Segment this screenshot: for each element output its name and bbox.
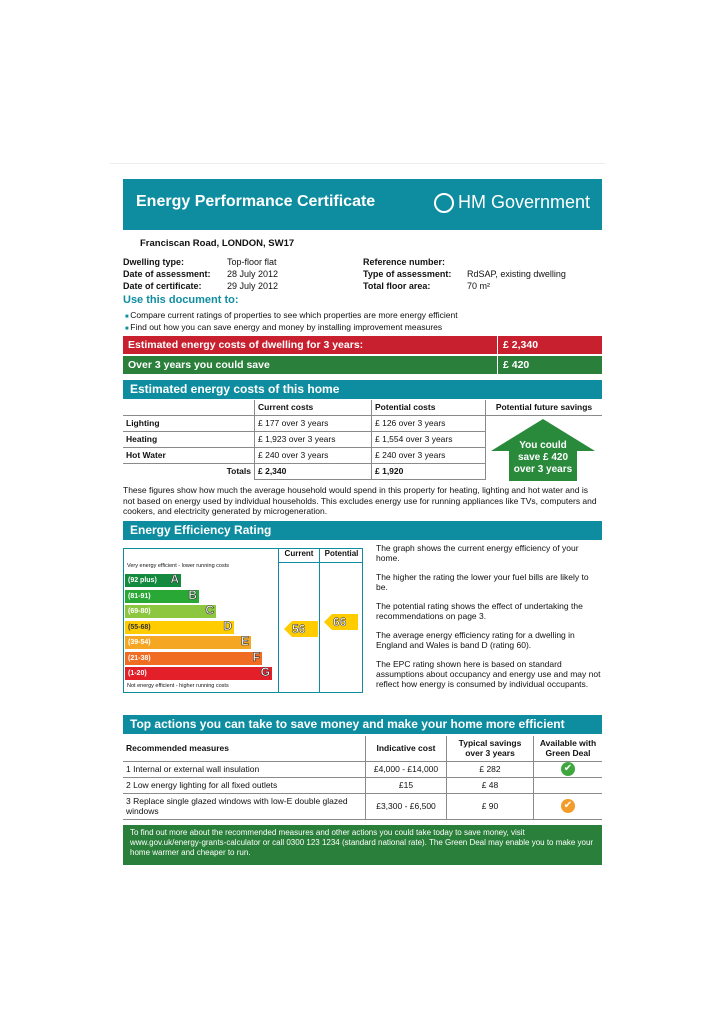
efficiency-note: The EPC rating shown here is based on standard assumptions about occupancy and energy use and may not reflect how energy is consumed by individual occupants. xyxy=(376,659,601,689)
action-saving: £ 90 xyxy=(447,793,534,819)
certificate-date-label: Date of certificate: xyxy=(123,281,202,291)
assessment-date-value: 28 July 2012 xyxy=(227,269,279,279)
property-address: Franciscan Road, LONDON, SW17 xyxy=(140,238,295,249)
costs-section-title: Estimated energy costs of this home xyxy=(123,380,602,399)
costs-table xyxy=(123,400,486,480)
savings-arrow-line2: save £ 420 xyxy=(517,452,569,463)
certificate-title: Energy Performance Certificate xyxy=(136,193,376,210)
actions-header-deal: Available with Green Deal xyxy=(534,736,603,761)
rating-band-g xyxy=(125,667,272,680)
costs-totals-current: £ 2,340 xyxy=(255,463,372,479)
floor-area-label: Total floor area: xyxy=(363,281,431,291)
rating-band-range: (21-38) xyxy=(128,654,151,662)
efficiency-bottom-note: Not energy efficient - higher running costs xyxy=(127,683,229,689)
efficiency-top-note: Very energy efficient - lower running costs xyxy=(127,563,230,569)
rating-band-letter: A xyxy=(170,572,179,586)
actions-section-title: Top actions you can take to save money and make your home more efficient xyxy=(123,715,602,734)
rating-band-letter: B xyxy=(188,587,197,602)
rating-band-c xyxy=(125,605,216,618)
certificate-header xyxy=(123,179,602,230)
current-rating-value: 56 xyxy=(292,622,306,636)
action-cost: £15 xyxy=(366,777,447,793)
savings-arrow-line1: You could xyxy=(519,440,567,451)
costs-row-potential: £ 126 over 3 years xyxy=(372,415,486,431)
action-measure: 3 Replace single glazed windows with low-E double glazed windows xyxy=(123,793,366,819)
rating-band-letter: C xyxy=(205,603,214,617)
crest-icon xyxy=(434,193,454,213)
details-right xyxy=(363,256,566,292)
rating-band-letter: D xyxy=(223,618,232,633)
costs-header-blank xyxy=(123,400,255,415)
use-document-list xyxy=(125,310,458,334)
certificate-date-value: 29 July 2012 xyxy=(227,281,279,291)
assessment-type-label: Type of assessment: xyxy=(363,269,452,279)
details-left xyxy=(123,256,278,292)
efficiency-note: The potential rating shows the effect of undertaking the recommendations on page 3. xyxy=(376,601,583,621)
assessment-date-label: Date of assessment: xyxy=(123,269,211,279)
efficiency-section-title: Energy Efficiency Rating xyxy=(123,521,602,540)
divider xyxy=(319,548,320,693)
action-deal xyxy=(534,793,603,819)
costs-row-current: £ 177 over 3 years xyxy=(255,415,372,431)
efficiency-col-current: Current xyxy=(284,549,314,558)
rating-band-range: (55-68) xyxy=(128,623,151,631)
future-savings-header: Potential future savings xyxy=(486,402,602,416)
action-saving: £ 48 xyxy=(447,777,534,793)
rating-band-f xyxy=(125,649,262,665)
costs-row-potential: £ 240 over 3 years xyxy=(372,447,486,463)
rating-band-letter: E xyxy=(240,634,249,648)
use-document-item: ■ Compare current ratings of properties to see which properties are more energy efficient xyxy=(125,310,458,322)
action-measure: 2 Low energy lighting for all fixed outlets xyxy=(123,777,366,793)
costs-header-potential: Potential costs xyxy=(372,400,486,415)
savings-arrow-text xyxy=(509,440,577,476)
reference-label: Reference number: xyxy=(363,257,446,267)
floor-area-value: 70 m² xyxy=(467,281,491,291)
divider xyxy=(278,548,279,693)
efficiency-col-potential: Potential xyxy=(324,549,359,558)
green-check-icon: ✔ xyxy=(561,762,575,776)
potential-rating-value: 66 xyxy=(333,615,347,629)
rating-band-range: (92 plus) xyxy=(128,577,157,584)
rating-band-range: (81-91) xyxy=(128,592,151,600)
costs-row-label: Hot Water xyxy=(123,447,255,463)
actions-header-savings: Typical savings over 3 years xyxy=(447,736,534,761)
rating-band-b xyxy=(125,587,199,603)
rating-band-letter: F xyxy=(252,649,260,664)
efficiency-note: The graph shows the current energy efficiency of your home. xyxy=(376,543,579,563)
costs-row-current: £ 240 over 3 years xyxy=(255,447,372,463)
hm-government-logo xyxy=(434,192,590,213)
savings-arrow-line3: over 3 years xyxy=(513,464,573,475)
action-saving: £ 282 xyxy=(447,761,534,777)
rating-band-range: (1-20) xyxy=(128,670,147,677)
orange-check-icon: ✔ xyxy=(561,799,575,813)
assessment-type-value: RdSAP, existing dwelling xyxy=(467,269,566,279)
costs-totals-potential: £ 1,920 xyxy=(372,463,486,479)
costs-row-label: Heating xyxy=(123,431,255,447)
estimated-cost-bar: Estimated energy costs of dwelling for 3 years: xyxy=(123,336,497,354)
actions-footer: To find out more about the recommended measures and other actions you could take today to save money, visit www.gov.uk/energy-grants-calculator or call 0300 123 1234 (standard national rate). The Green Deal may enable you to make your home warmer and cheaper to run. xyxy=(123,825,602,865)
costs-totals-label: Totals xyxy=(123,463,255,479)
hm-government-text: HM Government xyxy=(457,192,590,212)
dwelling-type-label: Dwelling type: xyxy=(123,257,185,267)
rating-band-range: (39-54) xyxy=(128,639,151,646)
action-cost: £3,300 - £6,500 xyxy=(366,793,447,819)
use-document-title: Use this document to: xyxy=(123,294,239,306)
save-value: £ 420 xyxy=(497,356,602,374)
actions-header-cost: Indicative cost xyxy=(366,736,447,761)
dwelling-type-value: Top-floor flat xyxy=(227,257,277,267)
use-document-item: ■ Find out how you can save energy and money by installing improvement measures xyxy=(125,322,458,334)
efficiency-notes xyxy=(376,543,602,689)
costs-row-current: £ 1,923 over 3 years xyxy=(255,431,372,447)
divider xyxy=(278,562,363,563)
estimated-cost-value: £ 2,340 xyxy=(497,336,602,354)
costs-row-potential: £ 1,554 over 3 years xyxy=(372,431,486,447)
efficiency-note: The higher the rating the lower your fuel bills are likely to be. xyxy=(376,572,589,592)
rating-band-a xyxy=(125,574,181,587)
rating-band-e xyxy=(125,636,251,649)
save-bar: Over 3 years you could save xyxy=(123,356,497,374)
efficiency-note: The average energy efficiency rating for a dwelling in England and Wales is band D (rating 60). xyxy=(376,630,575,650)
rating-band-d xyxy=(125,618,234,634)
costs-header-current: Current costs xyxy=(255,400,372,415)
rating-band-letter: G xyxy=(260,665,270,679)
actions-table xyxy=(123,736,602,820)
costs-row-label: Lighting xyxy=(123,415,255,431)
rating-band-range: (69-80) xyxy=(128,608,151,615)
action-measure: 1 Internal or external wall insulation xyxy=(123,761,366,777)
action-cost: £4,000 - £14,000 xyxy=(366,761,447,777)
action-deal xyxy=(534,761,603,777)
costs-note: These figures show how much the average household would spend in this property for heating, lighting and hot water and is not based on energy used by individual households. This excludes energy use for running appliances like TVs, computers and cookers, and electricity generated by microgeneration. xyxy=(123,485,597,516)
action-deal xyxy=(534,777,603,793)
actions-header-measures: Recommended measures xyxy=(123,736,366,761)
page-edge xyxy=(110,163,605,164)
